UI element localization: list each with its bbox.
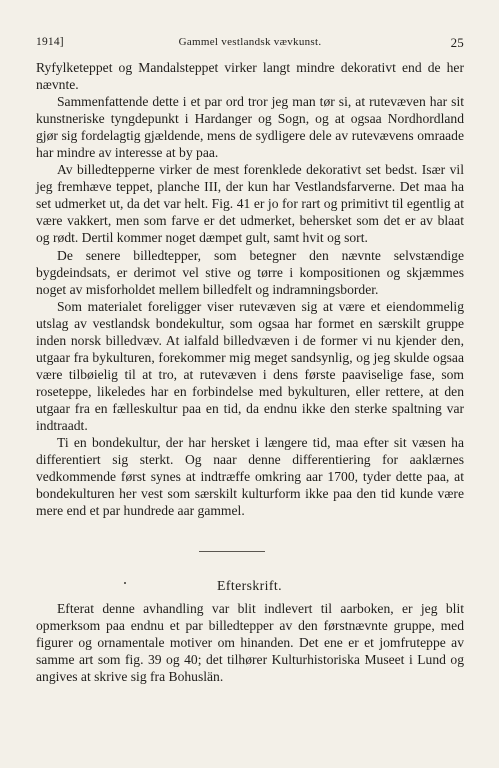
header-year: 1914] xyxy=(36,36,64,48)
page-number: 25 xyxy=(450,35,464,50)
paragraph: Av billedtepperne virker de mest forenklede dekorativt set bedst. Især vil jeg fremhæve teppet, planche III, der kun har Vestlandsfarverne. Det maa ha set udmerket ut, da det var helt. Fig. 41 er jo for rart og primitivt til egentlig at være vakkert, men som farve er det udmerket, behersket som det er av blaat og rødt. Dertil kommer noget dæmpet gult, samt hvit og sort. xyxy=(36,162,464,246)
header-title: Gammel vestlandsk vævkunst. xyxy=(178,36,322,48)
main-text xyxy=(36,59,464,519)
paragraph-continued: Ryfylketeppet og Mandalsteppet virker langt mindre dekorativt end de her nævnte. xyxy=(36,60,464,93)
paragraph: Efterat denne avhandling var blit indlevert til aarboken, er jeg blit opmerksom paa endnu et par billedtepper av den førstnævnte gruppe, med figurer og ornamentale motiver om hinanden. Det ene er et jomfruteppe av samme art som fig. 39 og 40; det tilhører Kulturhistoriska Museet i Lund og angives at skrive sig fra Bohuslän. xyxy=(36,601,464,685)
paragraph: Ti en bondekultur, der har hersket i længere tid, maa efter sit væsen ha differentiert sig sterkt. Og naar denne differentiering for aaklærnes vedkommende først synes at indtræffe omkring aar 1700, tyder dette paa, at bondekulturen her vest som særskilt kulturform ikke paa den tid kunde være mere end et par hundrede aar gammel. xyxy=(36,435,464,519)
section-divider xyxy=(199,551,265,552)
paragraph: Som materialet foreligger viser rutevæven sig at være et eiendommelig utslag av vestlandsk bondekultur, som ogsaa har formet en særskilt gruppe inden norsk billedvæv. At ialfald billedvæven i de former vi nu kjender den, utgaar fra bykulturen, forekommer mig meget sandsynlig, og jeg skulde ogsaa være tilbøielig til at tro, at rutevæven i dens første paaviselige fase, som roseteppe, likeledes har en forbindelse med bykulturen, eller rettere, at den utgaar fra en fælleskultur paa en tid, da endnu ikke den sterke spaltning var indtraadt. xyxy=(36,298,464,433)
section-heading: Efterskrift. xyxy=(217,578,282,593)
running-header xyxy=(36,36,464,50)
paragraph: De senere billedtepper, som betegner den nævnte selvstændige bygdeindsats, er derimot vel stive og tørre i kompositionen og skjæmmes noget av misforholdet mellem billedfelt og indramningsborder. xyxy=(36,247,464,297)
paragraph: Sammenfattende dette i et par ord tror jeg man tør si, at rutevæven har sit kunstneriske tyngdepunkt i Hardanger og Sogn, og at ogsaa Nordhordland gjør sig fordelagtig gjældende, mens de sydligere dele av rutevævens omraade har mindre av interesse at by paa. xyxy=(36,94,464,161)
postscript-text xyxy=(36,600,464,685)
